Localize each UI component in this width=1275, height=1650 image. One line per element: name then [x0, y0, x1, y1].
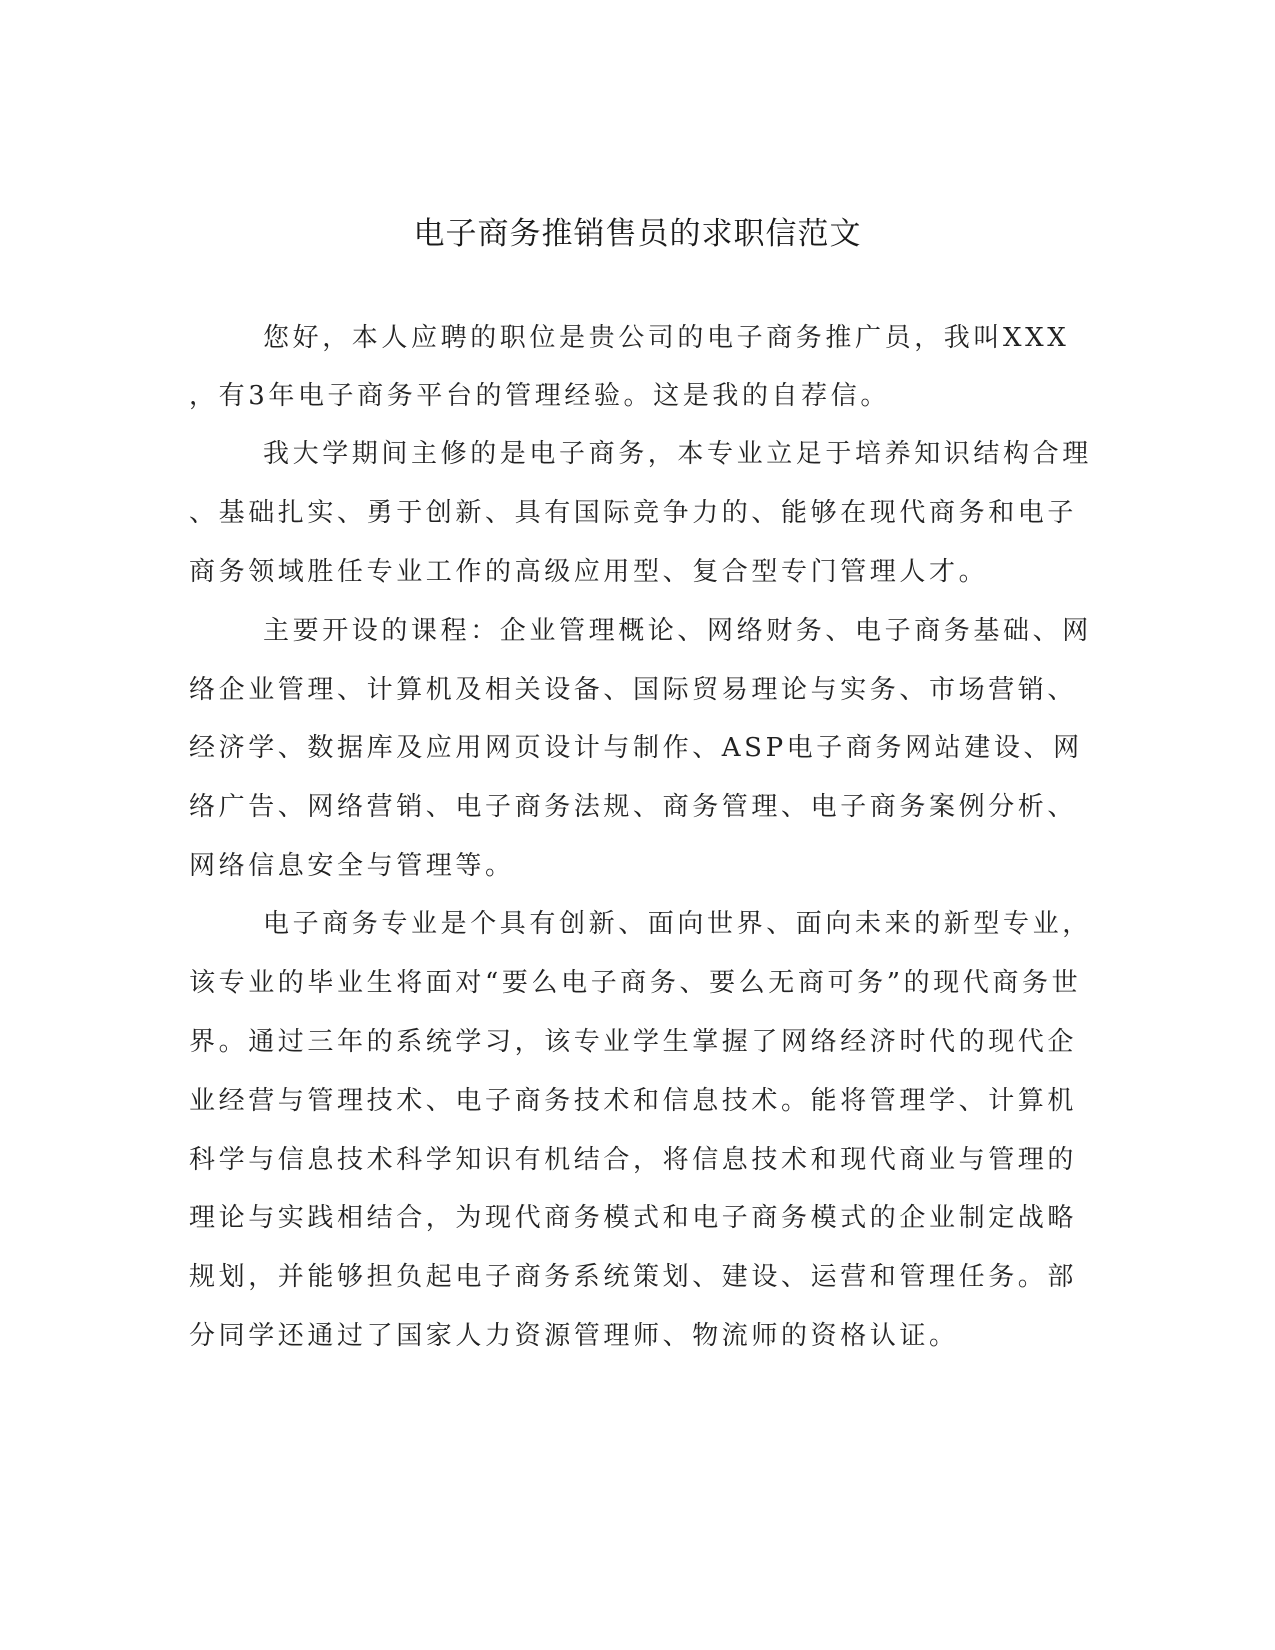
paragraph-2-line-1: 我大学期间主修的是电子商务，本专业立足于培养知识结构合理: [263, 439, 1092, 469]
paragraph-3-line-3: 经济学、数据库及应用网页设计与制作、ASP电子商务网站建设、网: [189, 733, 1083, 763]
paragraph-3-line-1: 主要开设的课程：企业管理概论、网络财务、电子商务基础、网: [263, 616, 1092, 646]
paragraph-4-line-7: 规划，并能够担负起电子商务系统策划、建设、运营和管理任务。部: [189, 1262, 1078, 1292]
paragraph-4-line-3: 界。通过三年的系统学习，该专业学生掌握了网络经济时代的现代企: [189, 1027, 1078, 1057]
paragraph-1-line-1: 您好，本人应聘的职位是贵公司的电子商务推广员，我叫XXX: [263, 323, 1070, 353]
paragraph-1-line-2: ，有3年电子商务平台的管理经验。这是我的自荐信。: [189, 381, 890, 411]
paragraph-4-line-2: 该专业的毕业生将面对“要么电子商务、要么无商可务”的现代商务世: [189, 968, 1082, 998]
paragraph-3-line-5: 网络信息安全与管理等。: [189, 851, 515, 881]
paragraph-4-line-8: 分同学还通过了国家人力资源管理师、物流师的资格认证。: [189, 1321, 959, 1351]
paragraph-2-line-3: 商务领域胜任专业工作的高级应用型、复合型专门管理人才。: [189, 557, 989, 587]
paragraph-2-line-2: 、基础扎实、勇于创新、具有国际竞争力的、能够在现代商务和电子: [189, 498, 1078, 528]
paragraph-4-line-1: 电子商务专业是个具有创新、面向世界、面向未来的新型专业，: [263, 909, 1092, 939]
document-title: 电子商务推销售员的求职信范文: [413, 216, 862, 252]
paragraph-4-line-4: 业经营与管理技术、电子商务技术和信息技术。能将管理学、计算机: [189, 1086, 1078, 1116]
paragraph-4-line-6: 理论与实践相结合，为现代商务模式和电子商务模式的企业制定战略: [189, 1203, 1078, 1233]
paragraph-4-line-5: 科学与信息技术科学知识有机结合，将信息技术和现代商业与管理的: [189, 1145, 1078, 1175]
paragraph-3-line-4: 络广告、网络营销、电子商务法规、商务管理、电子商务案例分析、: [189, 792, 1078, 822]
paragraph-3-line-2: 络企业管理、计算机及相关设备、国际贸易理论与实务、市场营销、: [189, 675, 1078, 705]
